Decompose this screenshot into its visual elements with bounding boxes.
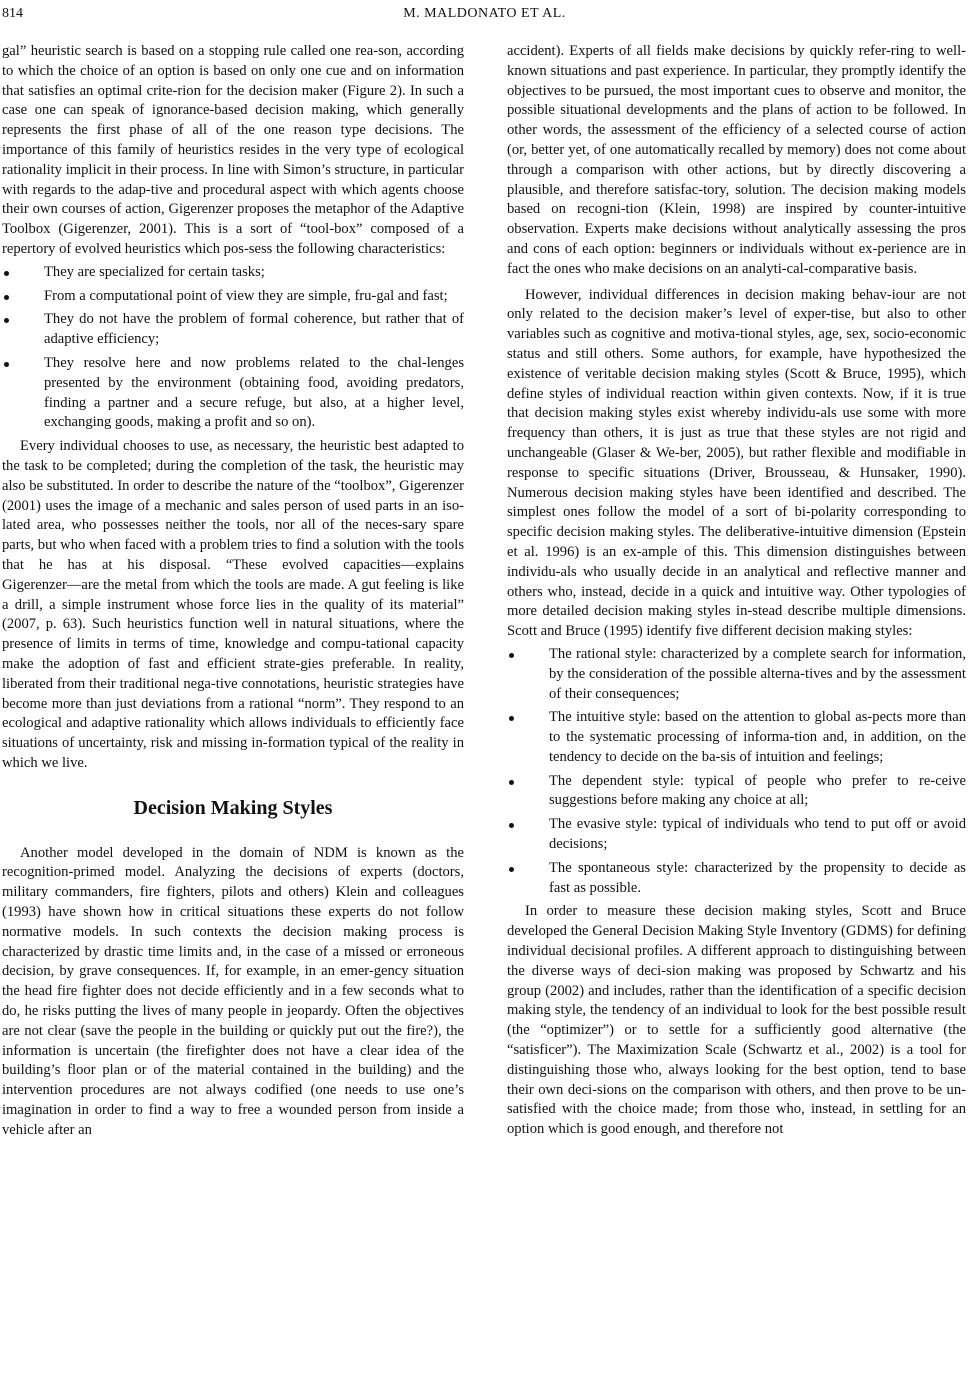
section-heading: Decision Making Styles xyxy=(133,796,333,819)
left-column xyxy=(2,42,464,1141)
list-item: The spontaneous style: characterized by the propensity to decide as fast as possible. xyxy=(507,859,966,899)
paragraph: Every individual chooses to use, as necessary, the heuristic best adapted to the task to be completed; during the completion of the task, the heuristic may also be substituted. In order to describe the nature of the “toolbox”, Gigerenzer (2001) uses the image of a mechanic and sales person of used parts in an iso-lated area, who possesses neither the tools, nor all of the neces-sary spare parts, but who when faced with a problem tries to find a solution with the tools that he has at his disposal. “These evolved capacities―explains Gigerenzer―are the metal from which the tools are made. A gut feeling is like a drill, a simple instrument whose force lies in the quality of its material” (2007, p. 63). Such heuristics function well in natural situations, where the presence of limits in terms of time, knowledge and compu-tational capacity make the adoption of fast and efficient strate-gies preferable. In reality, liberated from their traditional nega-tive connotations, heuristic strategies have become more than just deviations from a rational “norm”. They respond to an ecological and adaptive rationality which allows individuals to efficiently face situations of uncertainty, risk and missing in-formation typical of the reality in which we live. xyxy=(2,438,464,771)
list-item: They do not have the problem of formal coherence, but rather that of adaptive efficiency; xyxy=(2,310,464,350)
list-item: They resolve here and now problems related to the chal-lenges presented by the environment (obtaining food, avoiding predators, finding a partner and a secure refuge, but also, at a higher level, exchanging goods, making a profit and so on). xyxy=(2,354,464,433)
list-item: From a computational point of view they are simple, fru-gal and fast; xyxy=(2,287,464,307)
paragraph: In order to measure these decision making styles, Scott and Bruce developed the General Decision Making Style Inventory (GDMS) for defining individual decisional profiles. A different approach to distinguishing between the diverse ways of deci-sion making was proposed by Schwartz and his group (2002) and includes, rather than the identification of a specific decision making style, the tendency of an individual to look for the best possible result (the “optimizer”) or to settle for a sufficiently good alternative (the “satisficer”). The Maximization Scale (Schwartz et al., 2002) is a tool for distinguishing those who, always looking for the best option, tend to base their own deci-sions on the comparison with others, and then prove to be un-satisfied with the choice made; from those who, instead, in settling for an option which is good enough, and therefore not xyxy=(507,903,966,1138)
paragraph: accident). Experts of all fields make decisions by quickly refer-ring to well-known situations and past experience. In particular, they promptly identify the objectives to be pursued, the most important cues to observe and monitor, the possible situational developments and the plans of action to be followed. In other words, the assessment of the efficiency of a selected course of action (or, better yet, of one automatically recalled by memory) does not come about through a comparison with other actions, but by directly discovering a plausible, and therefore satisfac-tory, solution. The decision making models based on recogni-tion (Klein, 1998) are inspired by counter-intuitive observation. Experts make decisions without analytically assessing the pros and cons of each option: beginners or individuals without ex-perience are in fact the ones who make decisions on an analyti-cal-comparative basis. xyxy=(507,43,966,277)
bullet-list xyxy=(2,263,464,433)
list-item: The dependent style: typical of people who prefer to re-ceive suggestions before making any choice at all; xyxy=(507,772,966,812)
page-number: 814 xyxy=(2,6,23,21)
page-header xyxy=(0,6,969,28)
paragraph: However, individual differences in decision making behav-iour are not only related to the decision maker’s level of exper-tise, but also to other variables such as cognitive and motiva-tional styles, age, sex, socio-economic status and still others. Some authors, for example, have hypothesized the existence of veritable decision making styles (Scott & Bruce, 1995), which define styles of individual reaction within given contexts. Now, if it is true that decision making styles exist whereby individu-als use some with more frequency than others, it is just as true that these styles are not rigid and unchangeable (Glaser & We-ber, 2005), but rather flexible and modifiable in response to specific situations (Driver, Brousseau, & Hunsaker, 1990). Numerous decision making styles have been identified and described. The simplest ones follow the model of a sort of bi-polarity corresponding to specific decision making styles. The deliberative-intuitive dimension (Epstein et al. 1996) is an ex-ample of this. This dimension distinguishes between individu-als who usually decide in an analytical and reflective manner and others who, instead, decide in a quick and intuitive way. Other typologies of more detailed decision making styles in-stead describe multiple dimensions. Scott and Bruce (1995) identify five different decision making styles: xyxy=(507,286,966,640)
running-head: M. MALDONATO ET AL. xyxy=(403,6,566,21)
paragraph: gal” heuristic search is based on a stopping rule called one rea-son, according to which the choice of an option is based on only one cue and on information that satisfies an optimal crite-rion for the decision maker (Figure 2). In such a case one can speak of ignorance-based decision making, which generally represents the first phase of all of the one reason type decisions. The importance of this family of heuristics resides in the very type of ecological rationality implicit in their process. In line with Simon’s structure, in particular with regards to the adap-tive and procedural aspect with which agents choose their own courses of action, Gigerenzer proposes the metaphor of the Adaptive Toolbox (Gigerenzer, 2001). This is a sort of “tool-box” composed of a repertory of evolved heuristics which pos-sess the following characteristics: xyxy=(2,43,464,257)
paragraph: Another model developed in the domain of NDM is known as the recognition-primed model. Analyzing the decisions of experts (doctors, military commanders, fire fighters, pilots and others) Klein and colleagues (1993) have shown how in critical situations these experts do not follow normative models. In such contexts the decision making process is characterized by drastic time limits and, in the case of a missed or erroneous decision, by grave consequences. If, for example, in an emer-gency situation the head fire fighter does not decide efficiently and in a few seconds what to do, he risks putting the lives of many people in jeopardy. Often the objectives are not clear (save the people in the building or quickly put out the fire?), the information is uncertain (the firefighter does not have a clear idea of the building’s floor plan or of the material contained in the building) and the intervention procedures are not always codified (one needs to use one’s imagination in order to find a way to free a wounded person from inside a vehicle after an xyxy=(2,844,464,1138)
right-column xyxy=(507,42,966,1140)
list-item: They are specialized for certain tasks; xyxy=(2,263,464,283)
list-item: The rational style: characterized by a complete search for information, by the consideration of the possible alterna-tives and by the assessment of their consequences; xyxy=(507,645,966,704)
list-item: The intuitive style: based on the attention to global as-pects more than to the systematic processing of informa-tion and, in addition, on the tendency to decide on the ba-sis of intuition and feelings; xyxy=(507,708,966,767)
list-item: The evasive style: typical of individuals who tend to put off or avoid decisions; xyxy=(507,815,966,855)
bullet-list xyxy=(507,645,966,899)
